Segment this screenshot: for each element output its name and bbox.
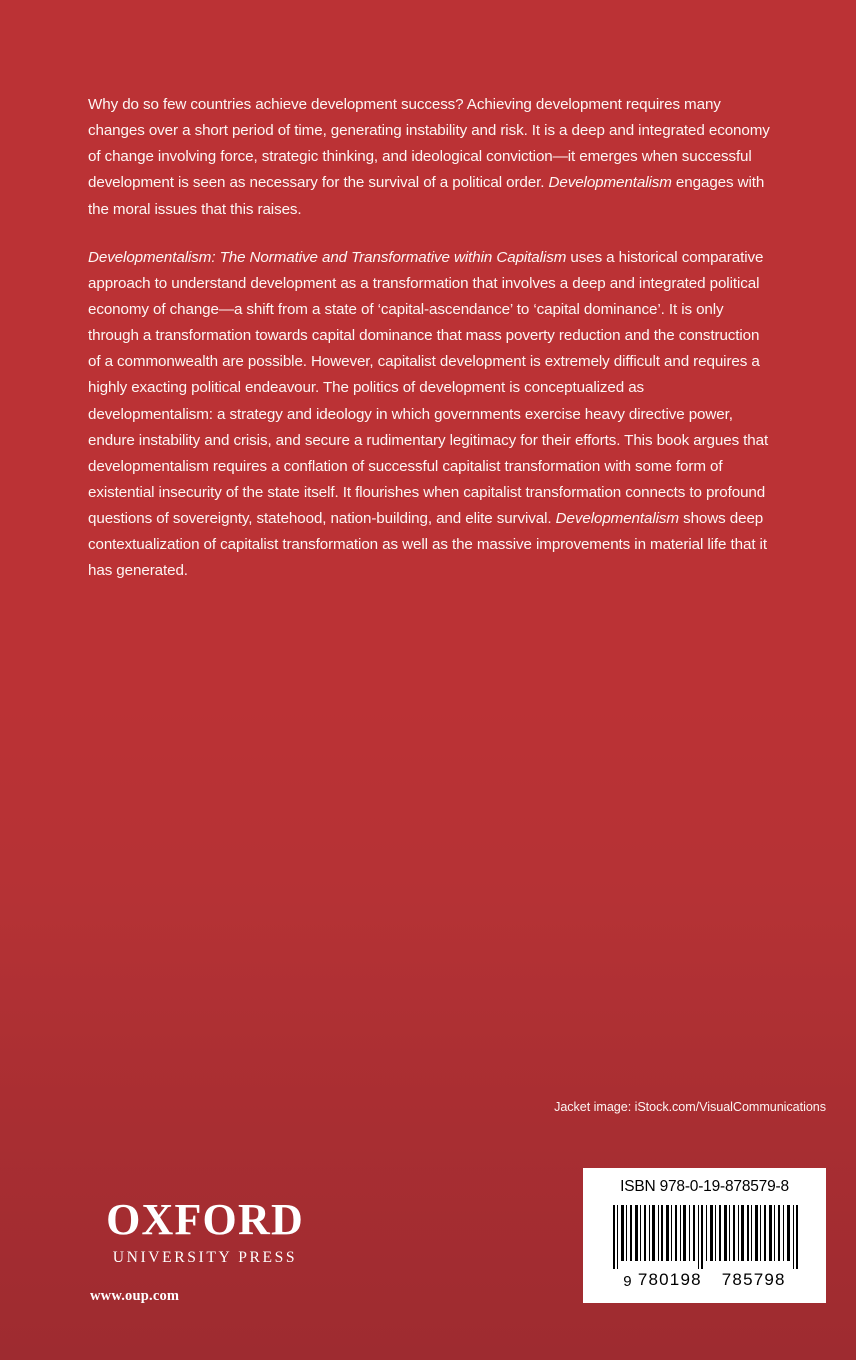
blurb-p1-title-italic: Developmentalism — [548, 174, 672, 192]
blurb-p2-tail: shows deep contextualization of capitalist transformation as well as the massive improvements in material life that it has generated. — [88, 510, 767, 580]
jacket-image-credit: Jacket image: iStock.com/VisualCommunications — [554, 1100, 826, 1114]
isbn-barcode-block — [583, 1168, 826, 1303]
blurb-p2-title-italic: Developmentalism: The Normative and Transformative within Capitalism — [88, 248, 567, 266]
isbn-number: ISBN 978-0-19-878579-8 — [620, 1178, 789, 1195]
blurb-paragraph-1 — [88, 92, 770, 223]
publisher-name: OXFORD — [106, 1195, 304, 1244]
blurb-p1-lead: Why do so few countries achieve development success? Achieving development requires many changes over a short period of time, generating instability and risk. It is a deep and integrated economy of change involving force, strategic thinking, and ideological conviction—it emerges when successful development is seen as necessary for the survival of a political order. — [88, 96, 770, 192]
blurb-p1-tail: engages with the moral issues that this raises. — [88, 174, 765, 218]
barcode-digits-right: 785798 — [721, 1270, 786, 1289]
publisher-website: www.oup.com — [90, 1288, 180, 1304]
publisher-logo — [90, 1195, 320, 1267]
blurb-p2-body: uses a historical comparative approach to understand development as a transformation that involves a deep and integrated political economy of change—a shift from a state of ‘capital-ascendance’ to ‘capital dominance’. It is only through a transformation towards capital dominance that mass poverty reduction and the construction of a commonwealth are possible. However, capitalist development is extremely difficult and requires a highly exacting political endeavour. The politics of development is conceptualized as developmentalism: a strategy and ideology in which governments exercise heavy directive power, endure instability and crisis, and secure a rudimentary legitimacy for their efforts. This book argues that developmentalism requires a conflation of successful capitalist transformation with some form of existential insecurity of the state itself. It flourishes when capitalist transformation connects to profound questions of sovereignty, statehood, nation-building, and elite survival. — [88, 248, 769, 528]
barcode-lead-digit: 9 — [623, 1273, 633, 1290]
blurb-paragraph-2 — [88, 245, 770, 585]
barcode-digits — [583, 1270, 826, 1290]
blurb-text-block — [88, 92, 770, 607]
publisher-subtitle: UNIVERSITY PRESS — [112, 1249, 298, 1266]
barcode-icon — [611, 1205, 799, 1269]
barcode-digits-left: 780198 — [637, 1270, 702, 1289]
blurb-p2-title-italic-mid: Developmentalism — [555, 510, 679, 528]
